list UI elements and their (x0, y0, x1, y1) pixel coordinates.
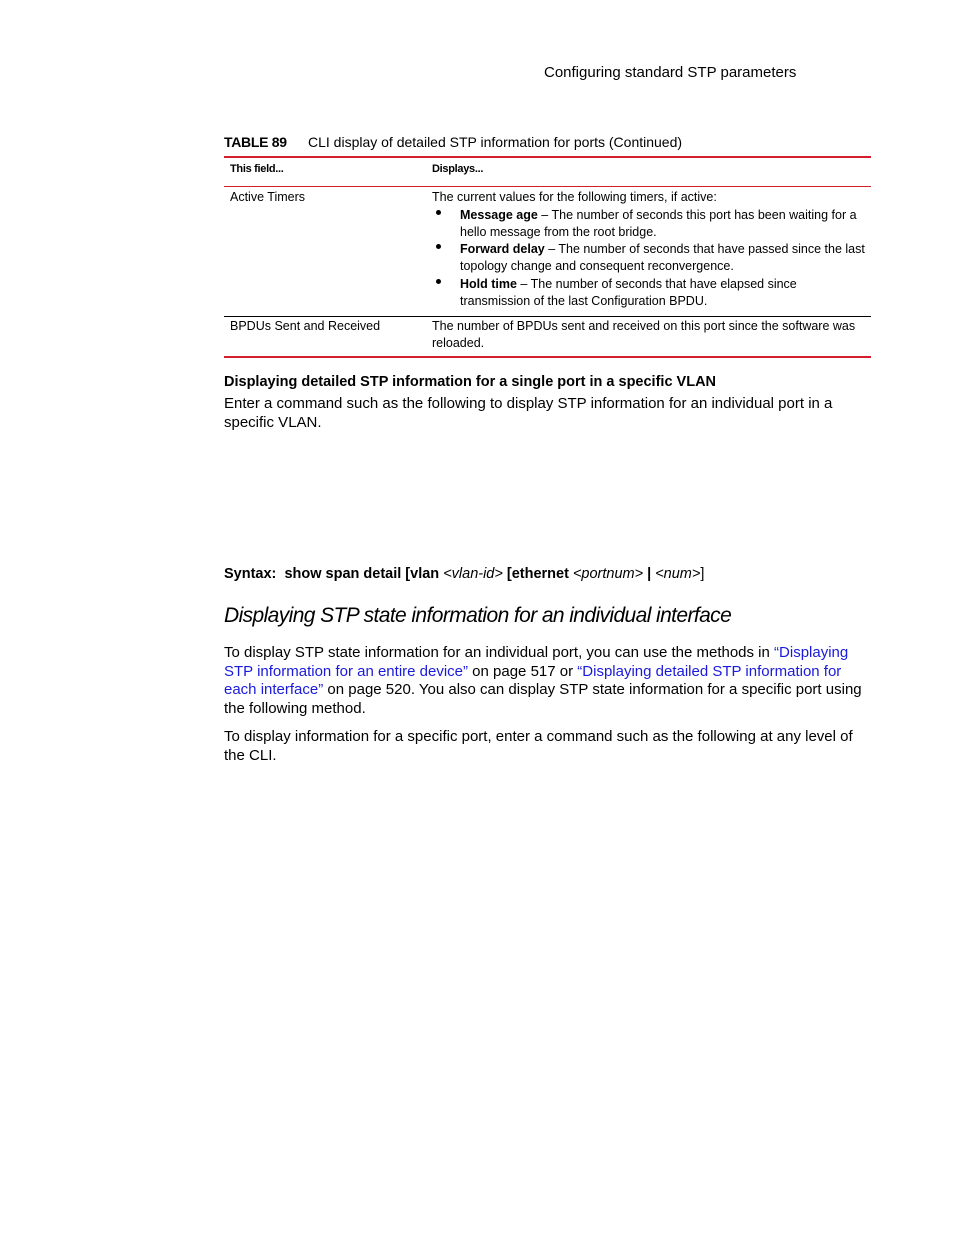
table-caption (224, 134, 683, 150)
table-header-rule (224, 186, 871, 187)
syntax-line (224, 566, 704, 582)
table-header-displays: Displays... (432, 163, 484, 175)
syntax-ethernet: ethernet (511, 566, 569, 582)
syntax-num: <num> (651, 566, 701, 582)
table-top-rule (224, 156, 871, 158)
para-text: on page 517 or (468, 662, 578, 680)
section-subheading: Displaying detailed STP information for a single port in a specific VLAN (224, 374, 717, 390)
syntax-portnum: <portnum> (568, 566, 644, 582)
para-text: To display STP state information for an individual port, you can use the methods in (224, 644, 775, 661)
syntax-bracket: [ (502, 566, 512, 582)
table-row-field: BPDUs Sent and Received (230, 319, 381, 333)
syntax-command: show span detail [vlan (284, 566, 444, 582)
table-bottom-rule (224, 356, 871, 358)
bullet-icon (436, 244, 441, 249)
bullet-item (460, 207, 870, 240)
table-header-field: This field... (230, 163, 284, 175)
bullet-term: Hold time (460, 277, 517, 291)
running-header: Configuring standard STP parameters (544, 64, 797, 81)
table-row-divider (224, 316, 871, 317)
bullet-item (460, 241, 870, 274)
table-row-intro: The current values for the following timers, if active: (432, 190, 717, 204)
bullet-text: – The number of seconds that have passed since the last topology change and consequent reconvergence. (460, 242, 865, 273)
section-paragraph (224, 644, 871, 718)
table-row-field: Active Timers (230, 190, 306, 204)
syntax-label: Syntax: (224, 566, 277, 582)
link-entire-device[interactable]: “Displaying STP information for an entire device” (224, 644, 849, 680)
bullet-term: Message age (460, 208, 538, 222)
table-title: CLI display of detailed STP information for ports (Continued) (308, 134, 683, 150)
syntax-end: ] (700, 566, 705, 582)
bullet-icon (436, 210, 441, 215)
syntax-bar: | (643, 566, 652, 582)
bullet-icon (436, 279, 441, 284)
link-each-interface[interactable]: “Displaying detailed STP information for each interface” (224, 662, 842, 699)
para-text: on page 520. You also can display STP state information for a specific port using the following method. (224, 681, 862, 717)
bullet-term: Forward delay (460, 242, 545, 256)
bullet-text: – The number of seconds this port has been waiting for a hello message from the root bridge. (460, 208, 857, 239)
syntax-vlan-id: <vlan-id> (443, 566, 503, 582)
bullet-item (460, 276, 870, 309)
section-paragraph: To display information for a specific port, enter a command such as the following at any level of the CLI. (224, 728, 853, 764)
table-number: TABLE 89 (224, 134, 287, 150)
section-intro: Enter a command such as the following to display STP information for an individual port in a specific VLAN. (224, 395, 833, 431)
table-row-desc: The number of BPDUs sent and received on this port since the software was reloaded. (432, 319, 856, 350)
section-heading: Displaying STP state information for an individual interface (224, 604, 732, 627)
bullet-text: – The number of seconds that have elapsed since transmission of the last Configuration BPDU. (460, 277, 797, 308)
